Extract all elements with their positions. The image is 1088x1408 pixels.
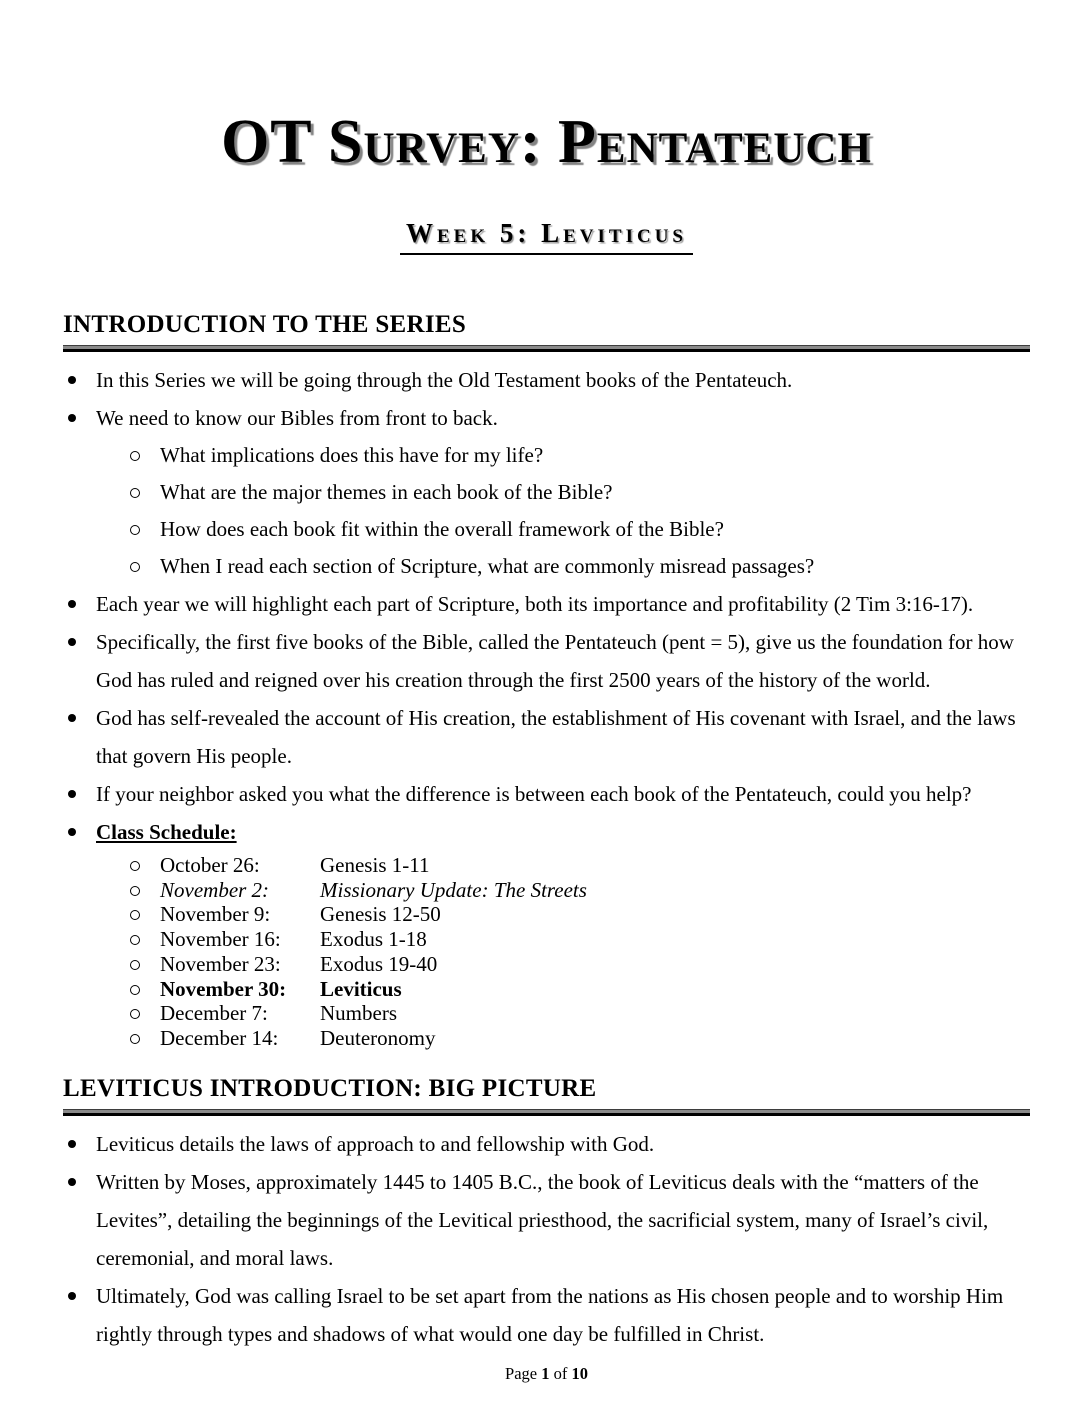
sub-bullet-item [130,511,1030,548]
sub-bullet-item [130,474,1030,511]
circle-bullet-icon [130,985,140,995]
bullet-dot-icon [68,414,76,422]
schedule-row-current-week [130,977,1030,1002]
bullet-text: In this Series we will be going through the Old Testament books of the Pentateuch. [96,368,793,392]
bullet-item [63,361,1030,399]
schedule-row [130,902,1030,927]
bullet-item [63,1125,1030,1163]
leviticus-heading-rule [63,1109,1030,1116]
schedule-row [130,1026,1030,1051]
sub-bullet-text: What are the major themes in each book of the Bible? [160,480,613,504]
bullet-dot-icon [68,1292,76,1300]
intro-bullet-list [63,361,1030,851]
circle-bullet-icon [130,488,140,498]
circle-bullet-icon [130,1034,140,1044]
circle-bullet-icon [130,935,140,945]
circle-bullet-icon [130,1009,140,1019]
circle-bullet-icon [130,451,140,461]
bullet-text: Ultimately, God was calling Israel to be set apart from the nations as His chosen people and to worship Him rightly through types and shadows of what would one day be fulfilled in Christ. [96,1283,1004,1346]
leviticus-bullet-list [63,1125,1030,1353]
schedule-topic: Exodus 19-40 [320,951,438,976]
circle-bullet-icon [130,525,140,535]
schedule-date: December 14: [160,1025,279,1050]
schedule-row [130,878,1030,903]
schedule-date: October 26: [160,853,260,877]
class-schedule-label: Class Schedule: [96,820,237,844]
sub-bullet-item [130,548,1030,585]
document-subtitle-wrap [63,214,1030,257]
bullet-dot-icon [68,600,76,608]
bullet-text: Specifically, the first five books of the Bible, called the Pentateuch (pent = 5), give us the foundation for how God has ruled and reigned over his creation through the first 2500 years of the history of the world. [96,630,1014,692]
bullet-item [63,775,1030,813]
bullet-dot-icon [68,714,76,722]
sub-bullet-text: When I read each section of Scripture, what are commonly misread passages? [160,554,815,578]
schedule-date: November 23: [160,951,281,976]
schedule-row [130,927,1030,952]
schedule-date: November 2: [160,877,270,902]
class-schedule-list [63,853,1030,1051]
bullet-item-class-schedule [63,813,1030,851]
schedule-date: November 9: [160,902,271,927]
document-title: OT Survey: Pentateuch [221,108,872,176]
bullet-item [63,699,1030,775]
leviticus-section-heading: LEVITICUS INTRODUCTION: BIG PICTURE [63,1074,597,1102]
schedule-row [130,1001,1030,1026]
schedule-date: November 30: [160,976,287,1001]
footer-of-label: of [549,1363,572,1383]
schedule-date: December 7: [160,1001,268,1026]
footer-page-label: Page [505,1363,542,1383]
intro-section-heading: INTRODUCTION TO THE SERIES [63,311,467,338]
bullet-item [63,1277,1030,1353]
bullet-dot-icon [68,828,76,836]
document-subtitle: Week 5: Leviticus [400,214,693,255]
schedule-topic: Leviticus [320,976,402,1001]
circle-bullet-icon [130,960,140,970]
footer-page-number: 1 [541,1363,550,1383]
bullet-text: Written by Moses, approximately 1445 to 1405 B.C., the book of Leviticus deals with the “matters of the Levites”, detailing the beginnings of the Levitical priesthood, the sacrificial system, many of Israel’s civil, ceremonial, and moral laws. [96,1169,989,1270]
bullet-dot-icon [68,376,76,384]
circle-bullet-icon [130,910,140,920]
bullet-text: If your neighbor asked you what the difference is between each book of the Pentateuch, could you help? [96,782,972,806]
schedule-topic: Missionary Update: The Streets [320,877,587,902]
schedule-topic: Genesis 12-50 [320,902,441,927]
bullet-text: Leviticus details the laws of approach to and fellowship with God. [96,1131,655,1156]
schedule-topic: Deuteronomy [320,1025,436,1050]
bullet-dot-icon [68,790,76,798]
intro-heading-rule [63,345,1030,352]
bullet-dot-icon [68,1178,76,1186]
bullet-item [63,1163,1030,1277]
bullet-item [63,399,1030,437]
schedule-topic: Numbers [320,1001,397,1026]
circle-bullet-icon [130,562,140,572]
schedule-row [130,952,1030,977]
bullet-text: Each year we will highlight each part of Scripture, both its importance and profitability (2 Tim 3:16-17). [96,592,974,616]
bullet-item [63,623,1030,699]
bullet-dot-icon [68,1140,76,1148]
bullet-item [63,585,1030,623]
schedule-row [130,853,1030,878]
sub-bullet-text: What implications does this have for my life? [160,443,544,467]
bullet-text: God has self-revealed the account of His creation, the establishment of His covenant with Israel, and the laws that govern His people. [96,706,1016,768]
schedule-date: November 16: [160,927,281,952]
footer-total-pages: 10 [571,1363,588,1383]
bullet-dot-icon [68,638,76,646]
bullet-text: We need to know our Bibles from front to back. [96,406,498,430]
sub-bullet-text: How does each book fit within the overall framework of the Bible? [160,517,724,541]
sub-bullet-item [130,437,1030,474]
circle-bullet-icon [130,861,140,871]
circle-bullet-icon [130,886,140,896]
schedule-topic: Exodus 1-18 [320,927,427,952]
page-footer [63,1363,1030,1385]
schedule-topic: Genesis 1-11 [320,853,430,877]
